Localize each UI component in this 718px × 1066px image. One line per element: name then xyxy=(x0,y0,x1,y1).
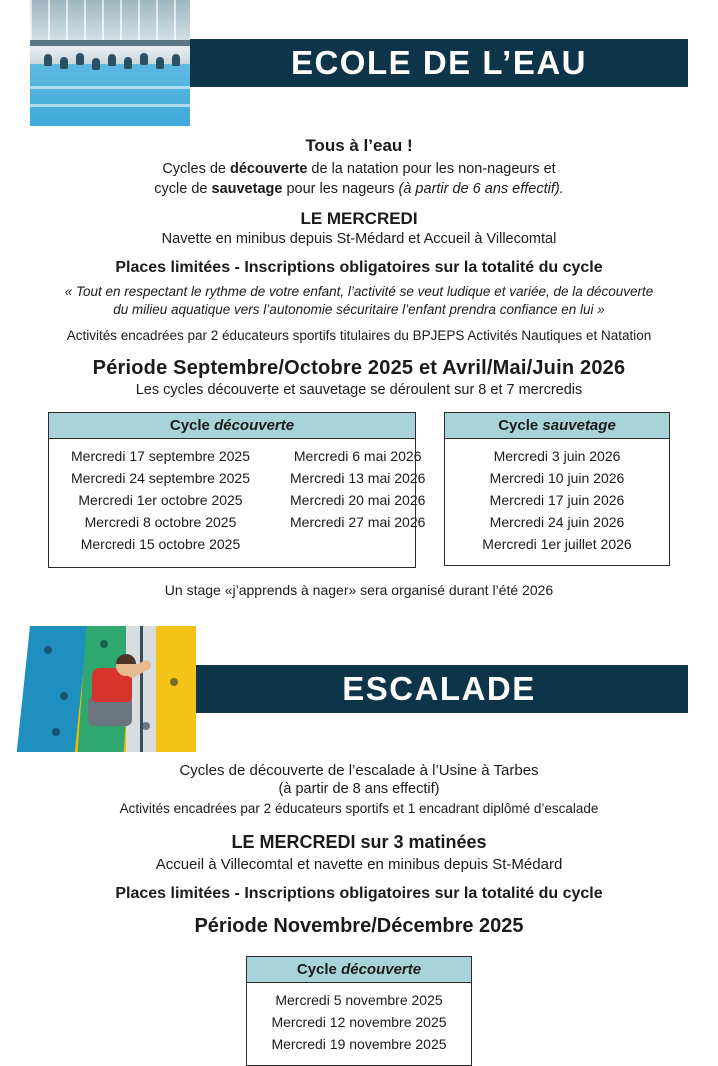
table-row: Mercredi 13 mai 2026 xyxy=(290,469,426,486)
table-row: Mercredi 24 juin 2026 xyxy=(489,513,625,530)
table-columns xyxy=(63,445,426,555)
table-row: Mercredi 1er juillet 2026 xyxy=(482,535,632,552)
intro-paragraph xyxy=(40,160,678,199)
table-row: Mercredi 8 octobre 2025 xyxy=(84,513,237,530)
table-header-prefix: Cycle xyxy=(169,416,215,434)
intro-line1-bold: découverte xyxy=(230,161,308,177)
intro-line2-post: pour les nageurs xyxy=(282,180,399,197)
pool-swimmers xyxy=(30,52,190,72)
table-header xyxy=(445,413,669,439)
section-escalade-header xyxy=(0,626,718,752)
table-column-1 xyxy=(63,445,258,555)
table-header-italic: découverte xyxy=(214,416,295,434)
pedagogy-quote: « Tout en respectant le rythme de votre enfant, l’activité se veut ludique et variée, de la découverte du milieu aquatique vers l’autonomie sécuritaire l’enfant prendra confiance en lui » xyxy=(64,284,654,318)
escalade-staff-info: Activités encadrées par 2 éducateurs sportifs et 1 encadrant diplômé d’escalade xyxy=(119,800,599,816)
climb-hold xyxy=(142,722,150,730)
lead-tous-a-leau: Tous à l’eau ! xyxy=(305,136,413,155)
climb-panel-yellow xyxy=(156,626,196,752)
table-row: Mercredi 20 mai 2026 xyxy=(290,491,426,508)
section-ecole-de-leau-header xyxy=(0,0,718,126)
table-header-prefix: Cycle xyxy=(498,416,543,434)
banner-ecole-de-leau xyxy=(190,39,688,87)
intro-line1-post: de la natation pour les non-nageurs et xyxy=(307,161,556,177)
banner-title: ESCALADE xyxy=(342,669,536,707)
escalade-line1: Cycles de découverte de l’escalade à l’Usine à Tarbes xyxy=(179,761,539,779)
climb-rope xyxy=(140,626,143,752)
day-label-mercredi: LE MERCREDI xyxy=(300,209,418,229)
table-row: Mercredi 15 octobre 2025 xyxy=(80,535,241,552)
table-column-1 xyxy=(455,445,659,555)
swimming-pool-photo xyxy=(30,0,190,126)
summer-camp-footnote: Un stage «j’apprends à nager» sera organisé durant l’été 2026 xyxy=(164,581,554,598)
staff-info: Activités encadrées par 2 éducateurs sportifs titulaires du BPJEPS Activités Nautiques et Natation xyxy=(66,327,652,343)
registration-notice: Places limitées - Inscriptions obligatoires sur la totalité du cycle xyxy=(115,259,603,277)
banner-title: ECOLE DE L’EAU xyxy=(290,44,588,81)
pool-lane-line xyxy=(30,86,190,89)
pool-roof xyxy=(30,0,190,46)
period-title: Période Septembre/Octobre 2025 et Avril/Mai/Juin 2026 xyxy=(92,356,626,379)
table-body xyxy=(49,439,426,567)
climb-hold xyxy=(100,640,108,648)
climb-hold xyxy=(60,692,68,700)
intro-line2-italic: (à partir de 6 ans effectif). xyxy=(398,180,564,197)
climbing-wall-photo xyxy=(30,626,190,752)
intro-line1-pre: Cycles de xyxy=(162,161,231,177)
section-ecole-de-leau-body xyxy=(0,136,718,398)
period-subtitle: Les cycles découverte et sauvetage se déroulent sur 8 et 7 mercredis xyxy=(135,381,583,398)
section-escalade-body xyxy=(0,762,718,938)
table-header xyxy=(247,957,471,983)
table-row: Mercredi 17 juin 2026 xyxy=(489,491,625,508)
escalade-accueil-info: Accueil à Villecomtal et navette en minibus depuis St-Médard xyxy=(155,855,563,873)
section2-tables xyxy=(0,956,718,1066)
table-column-2 xyxy=(282,445,433,555)
table-column-1 xyxy=(257,989,461,1055)
table-row: Mercredi 5 novembre 2025 xyxy=(275,991,443,1008)
table-header-italic: sauvetage xyxy=(542,416,616,434)
table-body xyxy=(445,439,669,565)
escalade-period-title: Période Novembre/Décembre 2025 xyxy=(194,914,524,937)
table-row: Mercredi 6 mai 2026 xyxy=(293,447,422,464)
escalade-registration-notice: Places limitées - Inscriptions obligatoires sur la totalité du cycle xyxy=(115,884,603,902)
table-header xyxy=(49,413,415,439)
pool-lane-line xyxy=(30,104,190,107)
climb-hold xyxy=(170,678,178,686)
table-cycle-sauvetage xyxy=(444,412,670,566)
climb-hold xyxy=(44,646,52,654)
table-row: Mercredi 24 septembre 2025 xyxy=(71,469,250,486)
intro-line2-bold: sauvetage xyxy=(211,180,283,197)
table-cycle-decouverte xyxy=(48,412,426,568)
table-row: Mercredi 17 septembre 2025 xyxy=(71,447,250,464)
table-row: Mercredi 1er octobre 2025 xyxy=(78,491,243,508)
table-header-italic: découverte xyxy=(341,960,422,978)
section1-tables xyxy=(0,412,718,568)
table-row: Mercredi 27 mai 2026 xyxy=(290,513,426,530)
table-row: Mercredi 10 juin 2026 xyxy=(489,469,625,486)
table-header-prefix: Cycle xyxy=(296,960,342,978)
table-escalade-decouverte xyxy=(246,956,472,1066)
table-row: Mercredi 3 juin 2026 xyxy=(493,447,621,464)
climb-hold xyxy=(52,728,60,736)
banner-escalade xyxy=(190,665,688,713)
table-body xyxy=(247,983,471,1065)
intro-line2-pre: cycle de xyxy=(154,180,212,197)
transport-info: Navette en minibus depuis St-Médard et Accueil à Villecomtal xyxy=(161,231,557,248)
escalade-day-label: LE MERCREDI sur 3 matinées xyxy=(231,831,487,852)
table-row: Mercredi 12 novembre 2025 xyxy=(271,1013,447,1030)
table-row: Mercredi 19 novembre 2025 xyxy=(271,1035,447,1052)
escalade-line2: (à partir de 8 ans effectif) xyxy=(278,780,440,797)
